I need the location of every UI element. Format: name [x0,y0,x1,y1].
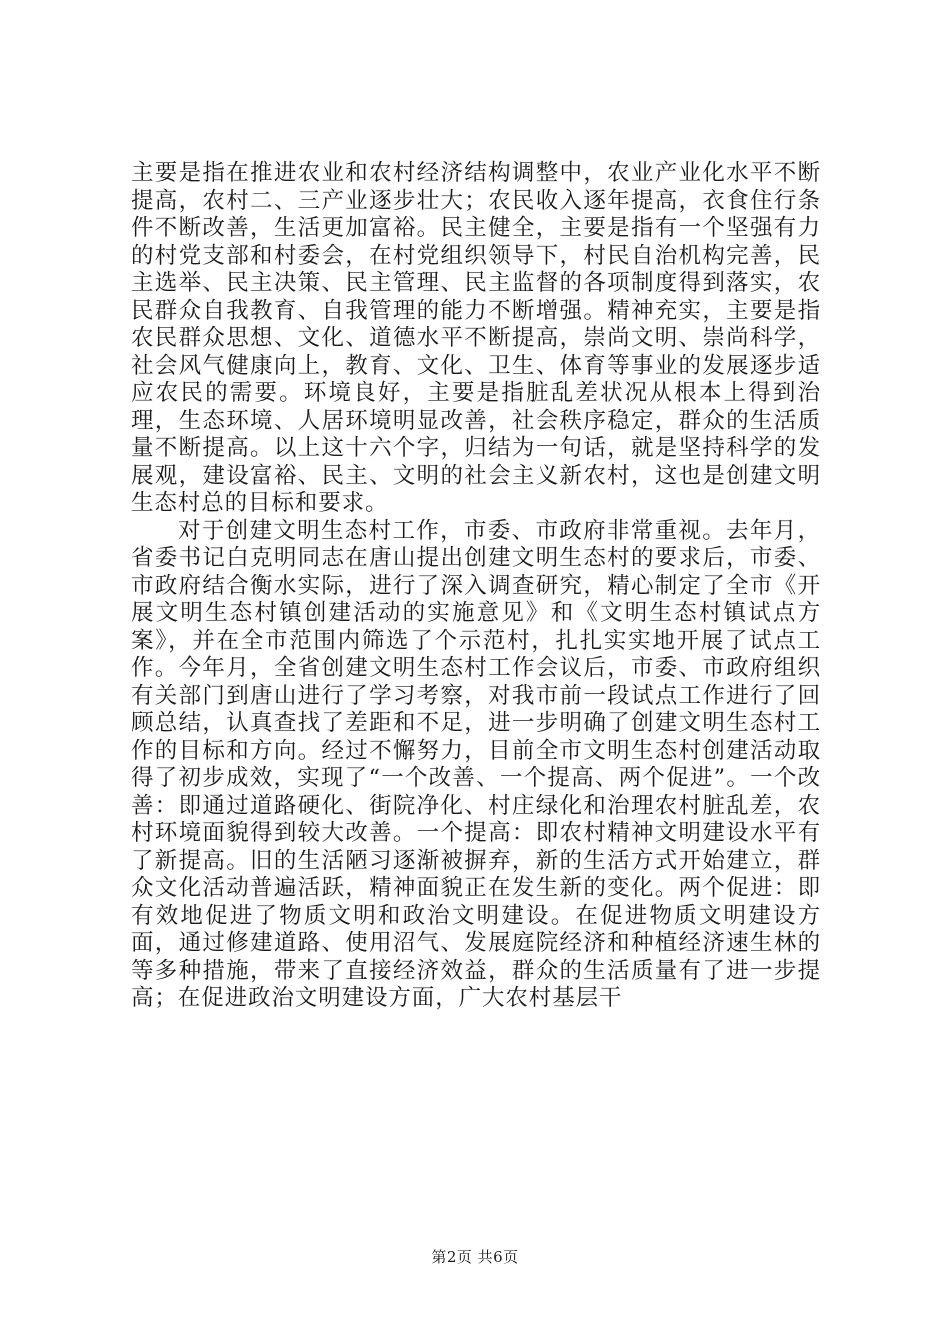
paragraph-2: 对于创建文明生态村工作，市委、市政府非常重视。去年月，省委书记白克明同志在唐山提出创建文明生态村的要求后，市委、市政府结合衡水实际，进行了深入调查研究，精心制定了全市《开展文明生态村镇创建活动的实施意见》和《文明生态村镇试点方案》，并在全市范围内筛选了个示范村，扎扎实实地开展了试点工作。今年月，全省创建文明生态村工作会议后，市委、市政府组织有关部门到唐山进行了学习考察，对我市前一段试点工作进行了回顾总结，认真查找了差距和不足，进一步明确了创建文明生态村工作的目标和方向。经过不懈努力，目前全市文明生态村创建活动取得了初步成效，实现了“一个改善、一个提高、两个促进”。一个改善：即通过道路硬化、街院净化、村庄绿化和治理农村脏乱差，农村环境面貌得到较大改善。一个提高：即农村精神文明建设水平有了新提高。旧的生活陋习逐渐被摒弃，新的生活方式开始建立，群众文化活动普遍活跃，精神面貌正在发生新的变化。两个促进：即有效地促进了物质文明和政治文明建设。在促进物质文明建设方面，通过修建道路、使用沼气、发展庭院经济和种植经济速生林的等多种措施，带来了直接经济效益，群众的生活质量有了进一步提高；在促进政治文明建设方面，广大农村基层干 [131,517,821,1011]
paragraph-1: 主要是指在推进农业和农村经济结构调整中，农业产业化水平不断提高，农村二、三产业逐步壮大；农民收入逐年提高，衣食住行条件不断改善，生活更加富裕。民主健全，主要是指有一个坚强有力的村党支部和村委会，在村党组织领导下，村民自治机构完善，民主选举、民主决策、民主管理、民主监督的各项制度得到落实，农民群众自我教育、自我管理的能力不断增强。精神充实，主要是指农民群众思想、文化、道德水平不断提高，崇尚文明、崇尚科学，社会风气健康向上，教育、文化、卫生、体育等事业的发展逐步适应农民的需要。环境良好，主要是指脏乱差状况从根本上得到治理，生态环境、人居环境明显改善，社会秩序稳定，群众的生活质量不断提高。以上这十六个字，归结为一句话，就是坚持科学的发展观，建设富裕、民主、文明的社会主义新农村，这也是创建文明生态村总的目标和要求。 [131,160,821,516]
document-body [131,160,821,1013]
page-footer: 第2页 共6页 [431,1248,519,1266]
